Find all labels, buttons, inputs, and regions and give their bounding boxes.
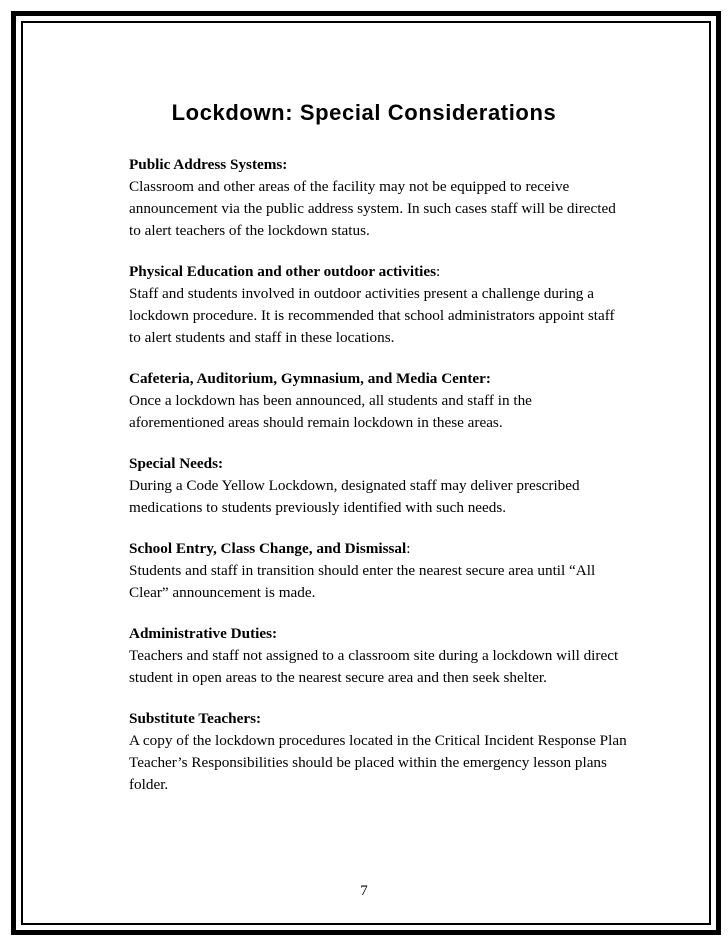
section-heading: Public Address Systems:: [129, 156, 288, 173]
section-body: Staff and students involved in outdoor activities present a challenge during a lockdown procedure. It is recommended that school administrators appoint staff to alert students and staff in these locations.: [129, 285, 615, 346]
section-heading: Cafeteria, Auditorium, Gymnasium, and Media Center:: [129, 370, 491, 387]
section-heading: Administrative Duties:: [129, 625, 278, 642]
section-special-needs: [129, 453, 629, 519]
section-public-address-systems: [129, 154, 629, 242]
section-body: Once a lockdown has been announced, all students and staff in the aforementioned areas should remain lockdown in these areas.: [129, 392, 532, 431]
section-cafeteria-auditorium: [129, 368, 629, 434]
section-body: Classroom and other areas of the facility may not be equipped to receive announcement via the public address system. In such cases staff will be directed to alert teachers of the lockdown status.: [129, 178, 616, 239]
document-body: [129, 154, 629, 815]
section-physical-education: [129, 261, 629, 349]
section-body: During a Code Yellow Lockdown, designated staff may deliver prescribed medications to students previously identified with such needs.: [129, 477, 580, 516]
section-heading: Physical Education and other outdoor activities: [129, 263, 437, 280]
section-heading: Substitute Teachers:: [129, 710, 262, 727]
section-substitute-teachers: [129, 708, 629, 796]
section-body: Teachers and staff not assigned to a classroom site during a lockdown will direct student in open areas to the nearest secure area and then seek shelter.: [129, 647, 619, 686]
section-heading-suffix: :: [406, 540, 411, 557]
page-number: 7: [360, 883, 368, 899]
section-heading: School Entry, Class Change, and Dismissal: [129, 540, 407, 557]
section-body: A copy of the lockdown procedures located in the Critical Incident Response Plan Teacher’s Responsibilities should be placed within the emergency lesson plans folder.: [129, 732, 627, 793]
section-administrative-duties: [129, 623, 629, 689]
page-title: Lockdown: Special Considerations: [171, 100, 557, 125]
section-heading: Special Needs:: [129, 455, 224, 472]
section-school-entry: [129, 538, 629, 604]
section-heading-suffix: :: [436, 263, 441, 280]
section-body: Students and staff in transition should enter the nearest secure area until “All Clear” announcement is made.: [129, 562, 596, 601]
